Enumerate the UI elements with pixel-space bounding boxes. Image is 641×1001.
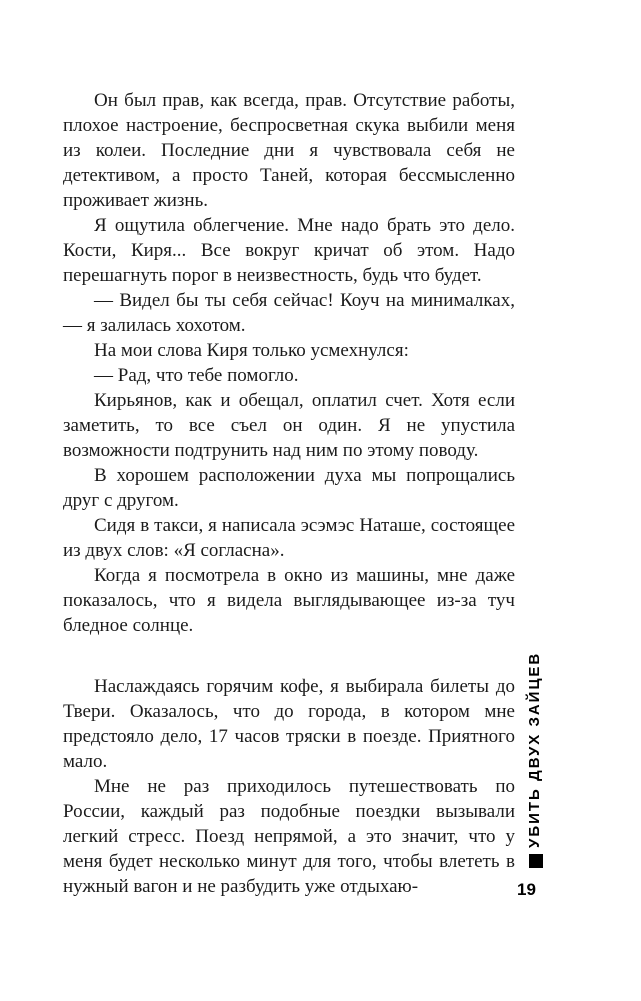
paragraph: Я ощутила облегчение. Мне надо брать это дело. Кости, Киря... Все вокруг кричат об этом. Надо перешагнуть порог в неизвестность, будь что будет.	[63, 215, 515, 286]
text-section-1	[63, 88, 515, 638]
paragraph: Мне не раз приходилось путешествовать по России, каждый раз подобные поездки вызывали легкий стресс. Поезд непрямой, а это значит, что у меня будет несколько минут для того, чтобы влететь в нужный вагон и не разбудить уже отдыхаю-	[63, 776, 515, 897]
section-break	[63, 638, 515, 674]
paragraph: Он был прав, как всегда, прав. Отсутствие работы, плохое настроение, беспросветная скука выбили меня из колеи. Последние дни я чувствовала себя не детективом, а просто Таней, которая бессмысленно проживает жизнь.	[63, 90, 515, 211]
paragraph: Наслаждаясь горячим кофе, я выбирала билеты до Твери. Оказалось, что до города, в котором мне предстояло дело, 17 часов тряски в поезде. Приятного мало.	[63, 676, 515, 772]
paragraph: — Видел бы ты себя сейчас! Коуч на минималках, — я залилась хохотом.	[63, 290, 515, 336]
paragraph: — Рад, что тебе помогло.	[94, 365, 299, 386]
paragraph: В хорошем расположении духа мы попрощались друг с другом.	[63, 465, 515, 511]
body-text	[63, 88, 515, 899]
paragraph: Когда я посмотрела в окно из машины, мне даже показалось, что я видела выглядывающее из-за туч бледное солнце.	[63, 565, 515, 636]
paragraph: Сидя в такси, я написала эсэмэс Наташе, состоящее из двух слов: «Я согласна».	[63, 515, 515, 561]
series-marker-square-icon	[529, 854, 543, 868]
running-title-vertical: УБИТЬ ДВУХ ЗАЙЦЕВ	[526, 651, 543, 849]
text-section-2	[63, 674, 515, 899]
paragraph: Кирьянов, как и обещал, оплатил счет. Хотя если заметить, то все съел он один. Я не упустила возможности подтрунить над ним по этому поводу.	[63, 390, 515, 461]
paragraph: На мои слова Киря только усмехнулся:	[94, 340, 409, 361]
page-number: 19	[517, 880, 536, 899]
